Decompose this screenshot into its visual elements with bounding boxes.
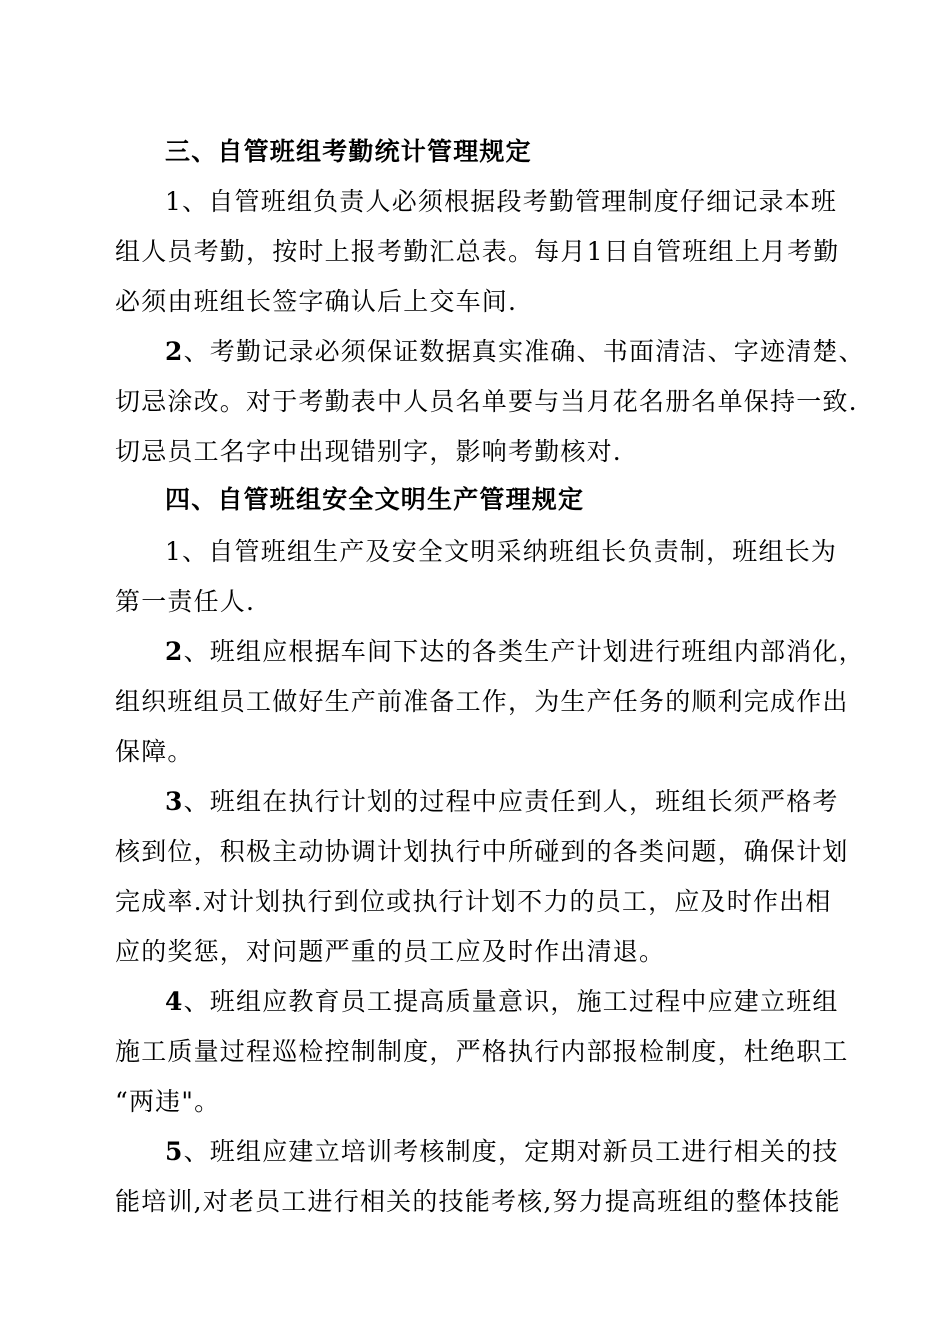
section-4-item-3-line-2: 核到位，积极主动协调计划执行中所碰到的各类问题，确保计划 bbox=[115, 837, 849, 866]
section-4-heading: 四、自管班组安全文明生产管理规定 bbox=[165, 485, 585, 514]
section-4-item-3-line-4: 应的奖惩，对问题严重的员工应及时作出清退。 bbox=[115, 937, 666, 966]
section-4-item-2-line-2: 组织班组员工做好生产前准备工作，为生产任务的顺利完成作出 bbox=[115, 687, 849, 716]
item-text: 、考勤记录必须保证数据真实准确、书面清洁、字迹清楚、 bbox=[183, 337, 865, 366]
section-3-item-2-line-1 bbox=[165, 336, 865, 368]
section-4-item-2-line-1 bbox=[165, 636, 865, 668]
item-text: 、班组在执行计划的过程中应责任到人，班组长须严格考 bbox=[183, 787, 839, 816]
section-3-item-2-line-3: 切忌员工名字中出现错别字，影响考勤核对. bbox=[115, 437, 622, 466]
item-text: 、班组应根据车间下达的各类生产计划进行班组内部消化， bbox=[183, 637, 865, 666]
section-3-item-1-line-3: 必须由班组长签字确认后上交车间. bbox=[115, 287, 518, 316]
section-4-item-5-line-2: 能培训,对老员工进行相关的技能考核,努力提高班组的整体技能 bbox=[115, 1187, 841, 1216]
section-4-item-3-line-1 bbox=[165, 786, 839, 818]
item-text: 、班组应建立培训考核制度，定期对新员工进行相关的技 bbox=[183, 1137, 839, 1166]
section-3-item-2-line-2: 切忌涂改。对于考勤表中人员名单要与当月花名册名单保持一致. bbox=[115, 387, 858, 416]
section-3-item-1-line-1: 1、自管班组负责人必须根据段考勤管理制度仔细记录本班 bbox=[165, 187, 838, 216]
section-3-heading: 三、自管班组考勤统计管理规定 bbox=[165, 137, 532, 166]
item-number: 4 bbox=[165, 987, 184, 1016]
item-number: 2 bbox=[165, 337, 184, 366]
item-text: 、班组应教育员工提高质量意识，施工过程中应建立班组 bbox=[183, 987, 839, 1016]
section-4-item-1-line-2: 第一责任人. bbox=[115, 587, 256, 616]
item-number: 5 bbox=[165, 1137, 184, 1166]
section-4-item-4-line-1 bbox=[165, 986, 839, 1018]
section-4-item-5-line-1 bbox=[165, 1136, 839, 1168]
item-number: 2 bbox=[165, 637, 184, 666]
section-4-item-3-line-3: 完成率.对计划执行到位或执行计划不力的员工，应及时作出相 bbox=[115, 887, 832, 916]
section-4-item-1-line-1: 1、自管班组生产及安全文明采纳班组长负责制，班组长为 bbox=[165, 537, 838, 566]
section-3-item-1-line-2: 组人员考勤，按时上报考勤汇总表。每月1日自管班组上月考勤 bbox=[115, 237, 840, 266]
section-4-item-4-line-2: 施工质量过程巡检控制制度，严格执行内部报检制度，杜绝职工 bbox=[115, 1037, 849, 1066]
item-number: 3 bbox=[165, 787, 184, 816]
section-4-item-2-line-3: 保障。 bbox=[115, 737, 194, 766]
section-4-item-4-line-3: “两违"。 bbox=[115, 1087, 221, 1116]
